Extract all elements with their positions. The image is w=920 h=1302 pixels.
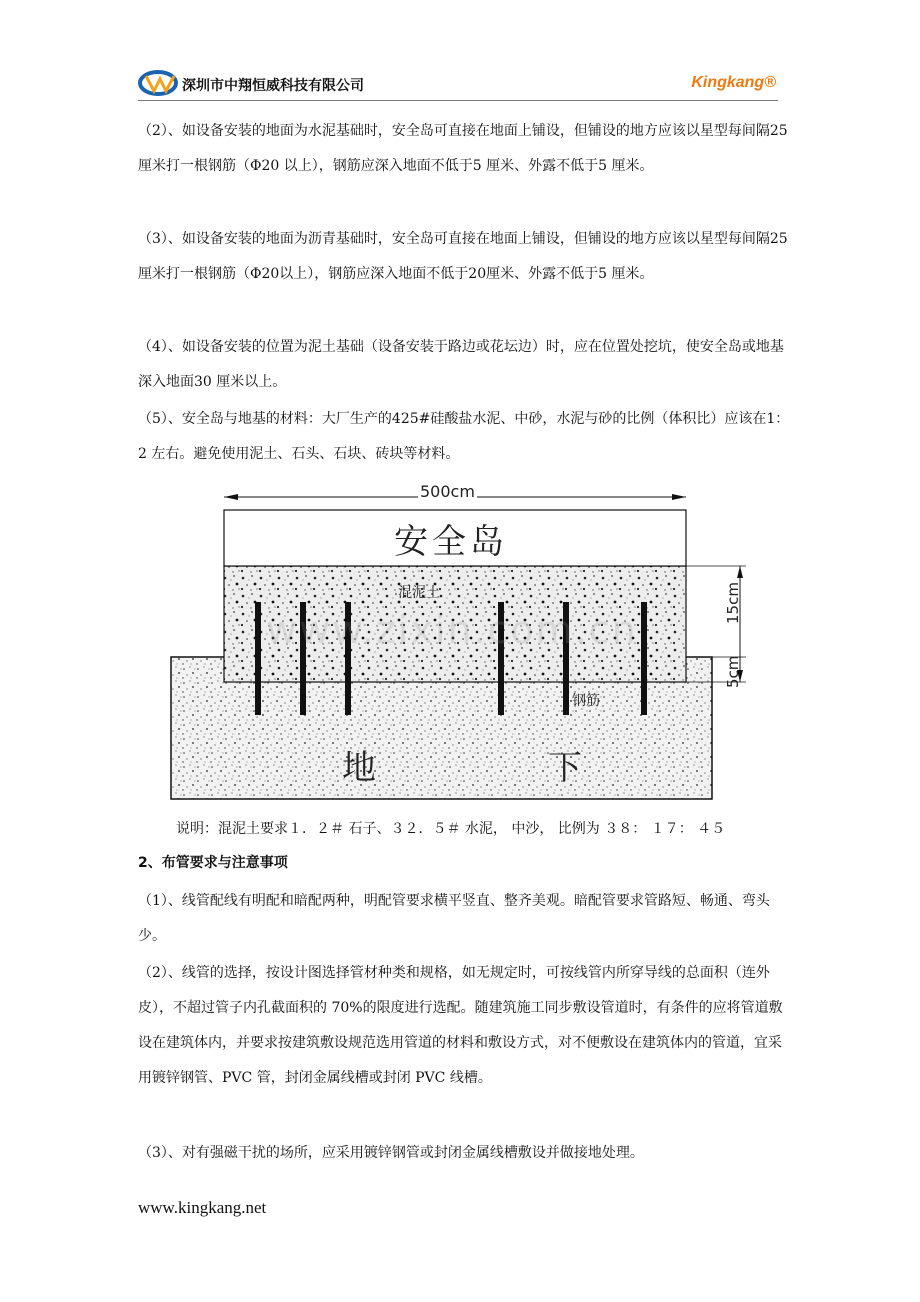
safety-island-label: 安全岛 bbox=[394, 522, 508, 562]
paragraph-2: （2）、如设备安装的地面为水泥基础时，安全岛可直接在地面上铺设，但铺设的地方应该以星型每间隔25 厘米打一根钢筋（Φ20 以上），钢筋应深入地面不低于5 厘米、外露不低于5 厘米。 bbox=[138, 123, 788, 174]
section-2-paragraph-1: （1）、线管配线有明配和暗配两种，明配管要求横平竖直、整齐美观。暗配管要求管路短、畅通、弯头少。 bbox=[138, 893, 770, 944]
page-header bbox=[138, 66, 778, 102]
ground-label-left: 地 bbox=[342, 748, 376, 788]
company-name: 深圳市中翔恒威科技有限公司 bbox=[182, 78, 364, 94]
height-label-5cm: 5cm bbox=[724, 655, 742, 688]
paragraph-4: （4）、如设备安装的位置为泥土基础（设备安装于路边或花坛边）时，应在位置处挖坑，使安全岛或地基深入地面30 厘米以上。 bbox=[138, 339, 784, 390]
figure-caption: 说明：混泥土要求１．２＃ 石子、３２．５＃ 水泥， 中沙， 比例为 ３８： １７： ４５ bbox=[176, 821, 726, 837]
concrete-label: 混泥土 bbox=[398, 585, 440, 601]
height-label-15cm: 15cm bbox=[724, 582, 742, 624]
section-2-paragraph-3: （3）、对有强磁干扰的场所，应采用镀锌钢管或封闭金属线槽敷设并做接地处理。 bbox=[138, 1145, 644, 1161]
width-label: 500cm bbox=[420, 482, 475, 501]
rebar bbox=[641, 602, 647, 715]
company-logo-icon bbox=[138, 68, 182, 98]
watermark: www.zixin.com.cn bbox=[266, 608, 638, 652]
section-2-paragraph-2: （2）、线管的选择，按设计图选择管材种类和规格，如无规定时，可按线管内所穿导线的总面积（连外皮），不超过管子内孔截面积的 70%的限度进行选配。随建筑施工同步敷设管道时，有条件的应将管道敷设在建筑体内，并要求按建筑敷设规范选用管道的材料和敷设方式，对不便敷设在建筑体内的管道，宜采用镀锌钢管、PVC 管，封闭金属线槽或封闭 PVC 线槽。 bbox=[138, 965, 783, 1086]
paragraph-5: （5）、安全岛与地基的材料：大厂生产的425#硅酸盐水泥、中砂，水泥与砂的比例（体积比）应该在1：2 左右。避免使用泥土、石头、石块、砖块等材料。 bbox=[138, 411, 790, 462]
section-2-heading: 2、布管要求与注意事项 bbox=[138, 855, 288, 871]
ground-label-right: 下 bbox=[548, 748, 582, 788]
paragraph-3: （3）、如设备安装的地面为沥青基础时，安全岛可直接在地面上铺设，但铺设的地方应该以星型每间隔25厘米打一根钢筋（Φ20以上），钢筋应深入地面不低于20厘米、外露不低于5 厘米。 bbox=[138, 231, 788, 282]
rebar-label: 钢筋 bbox=[572, 693, 600, 709]
header-divider bbox=[138, 100, 778, 101]
rebar bbox=[255, 602, 261, 715]
footer-url: www.kingkang.net bbox=[138, 1198, 267, 1217]
brand-name: Kingkang® bbox=[691, 74, 776, 91]
installation-diagram bbox=[168, 484, 752, 802]
